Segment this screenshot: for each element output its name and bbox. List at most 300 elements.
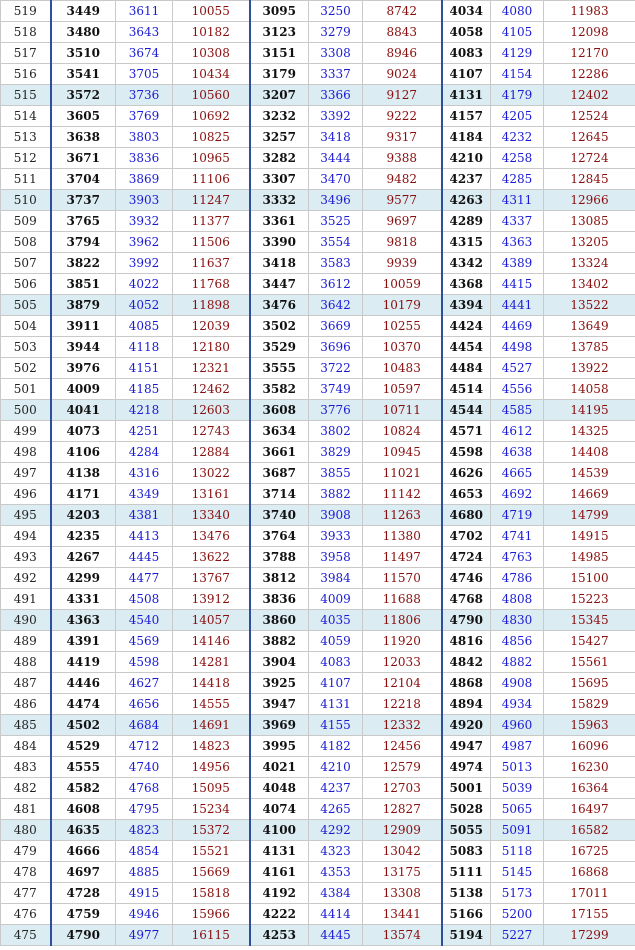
group3-red-cell: 14915 [544,526,635,547]
score-cell: 488 [1,652,51,673]
group3-red-cell: 14985 [544,547,635,568]
score-cell: 510 [1,190,51,211]
group3-red-cell: 12724 [544,148,635,169]
group3-red-cell: 14539 [544,463,635,484]
group2-black-cell: 3390 [250,232,309,253]
group1-red-cell: 10965 [173,148,250,169]
table-row [1,568,635,589]
group3-blue-cell: 4105 [491,22,544,43]
group1-black-cell: 3765 [51,211,116,232]
group3-blue-cell: 4179 [491,85,544,106]
group3-black-cell: 4790 [442,610,491,631]
group1-black-cell: 3822 [51,253,116,274]
group2-black-cell: 3661 [250,442,309,463]
group1-black-cell: 4759 [51,904,116,925]
group1-red-cell: 15234 [173,799,250,820]
score-cell: 481 [1,799,51,820]
group2-red-cell: 11806 [363,610,442,631]
group2-black-cell: 4222 [250,904,309,925]
group2-red-cell: 10059 [363,274,442,295]
group1-black-cell: 3944 [51,337,116,358]
group2-blue-cell: 3279 [309,22,363,43]
group1-blue-cell: 3932 [116,211,173,232]
group3-black-cell: 5083 [442,841,491,862]
group3-blue-cell: 4232 [491,127,544,148]
group2-black-cell: 3836 [250,589,309,610]
group3-black-cell: 4263 [442,190,491,211]
table-row [1,274,635,295]
group2-blue-cell: 4035 [309,610,363,631]
group3-blue-cell: 4987 [491,736,544,757]
group1-red-cell: 14956 [173,757,250,778]
group3-red-cell: 13205 [544,232,635,253]
group3-black-cell: 4157 [442,106,491,127]
group1-red-cell: 13476 [173,526,250,547]
group3-red-cell: 17011 [544,883,635,904]
group3-red-cell: 16230 [544,757,635,778]
group1-blue-cell: 4946 [116,904,173,925]
score-cell: 486 [1,694,51,715]
group2-blue-cell: 4237 [309,778,363,799]
group2-blue-cell: 3882 [309,484,363,505]
group3-blue-cell: 4856 [491,631,544,652]
group1-black-cell: 4474 [51,694,116,715]
group2-red-cell: 10597 [363,379,442,400]
group1-black-cell: 4582 [51,778,116,799]
group3-blue-cell: 4830 [491,610,544,631]
group2-black-cell: 4253 [250,925,309,946]
group1-black-cell: 3794 [51,232,116,253]
group2-red-cell: 12827 [363,799,442,820]
group2-blue-cell: 4009 [309,589,363,610]
group1-black-cell: 4331 [51,589,116,610]
group3-black-cell: 4868 [442,673,491,694]
group2-red-cell: 9317 [363,127,442,148]
group2-black-cell: 3095 [250,1,309,22]
group2-red-cell: 13574 [363,925,442,946]
group2-black-cell: 3502 [250,316,309,337]
group1-blue-cell: 4656 [116,694,173,715]
table-row [1,799,635,820]
group1-blue-cell: 4768 [116,778,173,799]
group2-red-cell: 11142 [363,484,442,505]
group1-black-cell: 4608 [51,799,116,820]
group2-black-cell: 3418 [250,253,309,274]
group3-red-cell: 15223 [544,589,635,610]
group1-blue-cell: 4218 [116,400,173,421]
group1-red-cell: 11106 [173,169,250,190]
group2-red-cell: 10483 [363,358,442,379]
group3-blue-cell: 4908 [491,673,544,694]
table-row [1,442,635,463]
group3-black-cell: 5001 [442,778,491,799]
group1-black-cell: 4697 [51,862,116,883]
group1-red-cell: 13340 [173,505,250,526]
group2-blue-cell: 3525 [309,211,363,232]
group3-black-cell: 4724 [442,547,491,568]
group1-black-cell: 4299 [51,568,116,589]
group2-red-cell: 12033 [363,652,442,673]
group3-blue-cell: 4638 [491,442,544,463]
group2-blue-cell: 3933 [309,526,363,547]
group1-red-cell: 11898 [173,295,250,316]
group3-black-cell: 4289 [442,211,491,232]
group1-blue-cell: 4284 [116,442,173,463]
group1-blue-cell: 4684 [116,715,173,736]
group2-red-cell: 11263 [363,505,442,526]
group1-blue-cell: 4381 [116,505,173,526]
group2-black-cell: 3634 [250,421,309,442]
group1-red-cell: 12462 [173,379,250,400]
group3-blue-cell: 4389 [491,253,544,274]
group2-red-cell: 9127 [363,85,442,106]
group1-black-cell: 3976 [51,358,116,379]
group1-black-cell: 4138 [51,463,116,484]
group1-red-cell: 15521 [173,841,250,862]
group3-black-cell: 4653 [442,484,491,505]
group2-red-cell: 12909 [363,820,442,841]
group2-black-cell: 3969 [250,715,309,736]
score-cell: 496 [1,484,51,505]
group2-red-cell: 13175 [363,862,442,883]
group1-red-cell: 12743 [173,421,250,442]
group3-red-cell: 15561 [544,652,635,673]
table-row [1,337,635,358]
group2-black-cell: 3740 [250,505,309,526]
group2-blue-cell: 3908 [309,505,363,526]
group2-blue-cell: 4155 [309,715,363,736]
group2-red-cell: 12579 [363,757,442,778]
group1-blue-cell: 4185 [116,379,173,400]
table-row [1,85,635,106]
score-cell: 511 [1,169,51,190]
score-cell: 507 [1,253,51,274]
group2-blue-cell: 3392 [309,106,363,127]
group3-blue-cell: 4786 [491,568,544,589]
score-cell: 501 [1,379,51,400]
group3-blue-cell: 4556 [491,379,544,400]
score-cell: 483 [1,757,51,778]
table-row [1,169,635,190]
group1-blue-cell: 3705 [116,64,173,85]
score-cell: 490 [1,610,51,631]
group3-red-cell: 12170 [544,43,635,64]
group3-black-cell: 5138 [442,883,491,904]
group2-red-cell: 12456 [363,736,442,757]
group3-red-cell: 14799 [544,505,635,526]
group2-blue-cell: 4131 [309,694,363,715]
group2-red-cell: 8843 [363,22,442,43]
score-cell: 514 [1,106,51,127]
group1-red-cell: 15818 [173,883,250,904]
group3-blue-cell: 5091 [491,820,544,841]
group1-red-cell: 10825 [173,127,250,148]
score-cell: 497 [1,463,51,484]
group2-red-cell: 9697 [363,211,442,232]
group3-black-cell: 4107 [442,64,491,85]
group2-red-cell: 8946 [363,43,442,64]
group2-black-cell: 3151 [250,43,309,64]
score-cell: 489 [1,631,51,652]
table-row [1,631,635,652]
group2-red-cell: 10824 [363,421,442,442]
group3-blue-cell: 4585 [491,400,544,421]
group3-blue-cell: 5227 [491,925,544,946]
group3-black-cell: 4702 [442,526,491,547]
group1-red-cell: 14691 [173,715,250,736]
group2-blue-cell: 3554 [309,232,363,253]
group1-red-cell: 11377 [173,211,250,232]
group1-red-cell: 10182 [173,22,250,43]
group2-blue-cell: 4323 [309,841,363,862]
table-row [1,505,635,526]
group1-black-cell: 3605 [51,106,116,127]
score-cell: 487 [1,673,51,694]
score-cell: 492 [1,568,51,589]
group2-black-cell: 3947 [250,694,309,715]
group3-black-cell: 4484 [442,358,491,379]
group1-blue-cell: 4823 [116,820,173,841]
group2-red-cell: 11497 [363,547,442,568]
table-row [1,421,635,442]
group1-black-cell: 4790 [51,925,116,946]
group1-black-cell: 3879 [51,295,116,316]
group3-blue-cell: 4205 [491,106,544,127]
group1-blue-cell: 4316 [116,463,173,484]
group2-red-cell: 9939 [363,253,442,274]
group1-blue-cell: 3611 [116,1,173,22]
group3-black-cell: 4816 [442,631,491,652]
group2-black-cell: 3860 [250,610,309,631]
table-row [1,22,635,43]
group2-red-cell: 9024 [363,64,442,85]
group1-blue-cell: 4977 [116,925,173,946]
group1-red-cell: 13161 [173,484,250,505]
score-cell: 494 [1,526,51,547]
group1-blue-cell: 4251 [116,421,173,442]
group3-black-cell: 4680 [442,505,491,526]
group2-black-cell: 3555 [250,358,309,379]
group2-black-cell: 3447 [250,274,309,295]
table-body [1,1,635,946]
group1-blue-cell: 4915 [116,883,173,904]
group2-red-cell: 9818 [363,232,442,253]
group2-black-cell: 3812 [250,568,309,589]
group2-red-cell: 9577 [363,190,442,211]
group3-blue-cell: 4415 [491,274,544,295]
group2-blue-cell: 3696 [309,337,363,358]
score-cell: 491 [1,589,51,610]
group2-black-cell: 4131 [250,841,309,862]
group1-red-cell: 14057 [173,610,250,631]
group1-red-cell: 13767 [173,568,250,589]
table-row [1,652,635,673]
table-row [1,379,635,400]
group1-black-cell: 3737 [51,190,116,211]
group1-black-cell: 3572 [51,85,116,106]
score-cell: 519 [1,1,51,22]
group1-black-cell: 4635 [51,820,116,841]
table-row [1,358,635,379]
group2-blue-cell: 3444 [309,148,363,169]
group1-black-cell: 3671 [51,148,116,169]
group3-red-cell: 12845 [544,169,635,190]
group2-black-cell: 3207 [250,85,309,106]
score-cell: 516 [1,64,51,85]
group3-red-cell: 12524 [544,106,635,127]
group1-blue-cell: 3903 [116,190,173,211]
group3-red-cell: 15829 [544,694,635,715]
group2-black-cell: 3257 [250,127,309,148]
group2-blue-cell: 3308 [309,43,363,64]
group3-red-cell: 15100 [544,568,635,589]
table-row [1,589,635,610]
group1-blue-cell: 4540 [116,610,173,631]
group1-red-cell: 15669 [173,862,250,883]
group3-blue-cell: 4665 [491,463,544,484]
group3-red-cell: 16364 [544,778,635,799]
group1-black-cell: 4502 [51,715,116,736]
table-row [1,757,635,778]
group3-red-cell: 17155 [544,904,635,925]
group2-black-cell: 3714 [250,484,309,505]
group1-red-cell: 14555 [173,694,250,715]
group3-black-cell: 4210 [442,148,491,169]
table-row [1,820,635,841]
score-cell: 484 [1,736,51,757]
group3-red-cell: 16096 [544,736,635,757]
group2-blue-cell: 4353 [309,862,363,883]
score-cell: 515 [1,85,51,106]
group1-blue-cell: 3643 [116,22,173,43]
group3-blue-cell: 4258 [491,148,544,169]
group3-black-cell: 4394 [442,295,491,316]
group3-blue-cell: 4527 [491,358,544,379]
group1-black-cell: 4529 [51,736,116,757]
table-row [1,295,635,316]
group1-black-cell: 4419 [51,652,116,673]
group3-red-cell: 13522 [544,295,635,316]
group3-red-cell: 12966 [544,190,635,211]
group1-blue-cell: 4445 [116,547,173,568]
group3-blue-cell: 4612 [491,421,544,442]
group3-black-cell: 4598 [442,442,491,463]
group2-black-cell: 4100 [250,820,309,841]
score-cell: 498 [1,442,51,463]
group2-black-cell: 3882 [250,631,309,652]
group1-blue-cell: 4118 [116,337,173,358]
group2-blue-cell: 3496 [309,190,363,211]
group2-blue-cell: 4182 [309,736,363,757]
group3-blue-cell: 5173 [491,883,544,904]
group1-blue-cell: 3869 [116,169,173,190]
group1-blue-cell: 3962 [116,232,173,253]
group1-black-cell: 4391 [51,631,116,652]
group1-red-cell: 14418 [173,673,250,694]
group1-red-cell: 15372 [173,820,250,841]
group1-blue-cell: 4413 [116,526,173,547]
group2-red-cell: 13308 [363,883,442,904]
group2-blue-cell: 3984 [309,568,363,589]
table-row [1,253,635,274]
group1-red-cell: 11506 [173,232,250,253]
group3-black-cell: 5111 [442,862,491,883]
group2-blue-cell: 3642 [309,295,363,316]
group1-black-cell: 4446 [51,673,116,694]
group3-blue-cell: 5013 [491,757,544,778]
group1-red-cell: 13022 [173,463,250,484]
group1-blue-cell: 4085 [116,316,173,337]
group1-blue-cell: 4712 [116,736,173,757]
group1-red-cell: 13912 [173,589,250,610]
group3-red-cell: 13785 [544,337,635,358]
group3-red-cell: 16868 [544,862,635,883]
group2-black-cell: 3476 [250,295,309,316]
score-cell: 482 [1,778,51,799]
table-row [1,127,635,148]
group2-red-cell: 10711 [363,400,442,421]
group3-black-cell: 4571 [442,421,491,442]
group1-black-cell: 4203 [51,505,116,526]
group1-blue-cell: 4740 [116,757,173,778]
group2-red-cell: 10179 [363,295,442,316]
group1-blue-cell: 3836 [116,148,173,169]
group1-black-cell: 4666 [51,841,116,862]
group3-black-cell: 4894 [442,694,491,715]
group2-black-cell: 3608 [250,400,309,421]
group1-blue-cell: 4477 [116,568,173,589]
group2-blue-cell: 3583 [309,253,363,274]
group3-black-cell: 4842 [442,652,491,673]
table-row [1,841,635,862]
group3-black-cell: 4514 [442,379,491,400]
group1-red-cell: 14281 [173,652,250,673]
group3-black-cell: 4424 [442,316,491,337]
group3-black-cell: 4768 [442,589,491,610]
score-cell: 485 [1,715,51,736]
group3-black-cell: 4368 [442,274,491,295]
group2-black-cell: 3582 [250,379,309,400]
table-row [1,673,635,694]
group3-black-cell: 4315 [442,232,491,253]
group3-black-cell: 4342 [442,253,491,274]
group1-red-cell: 14823 [173,736,250,757]
group3-blue-cell: 4692 [491,484,544,505]
group1-blue-cell: 3769 [116,106,173,127]
group1-blue-cell: 4795 [116,799,173,820]
score-cell: 475 [1,925,51,946]
group3-black-cell: 4131 [442,85,491,106]
table-row [1,64,635,85]
group3-black-cell: 5055 [442,820,491,841]
group2-blue-cell: 3669 [309,316,363,337]
group2-black-cell: 4192 [250,883,309,904]
group2-black-cell: 3904 [250,652,309,673]
group1-black-cell: 4235 [51,526,116,547]
group2-black-cell: 4021 [250,757,309,778]
group2-black-cell: 3764 [250,526,309,547]
group2-blue-cell: 4414 [309,904,363,925]
group1-red-cell: 13622 [173,547,250,568]
group3-blue-cell: 5200 [491,904,544,925]
group3-red-cell: 13324 [544,253,635,274]
group1-red-cell: 15966 [173,904,250,925]
group1-red-cell: 12039 [173,316,250,337]
score-cell: 500 [1,400,51,421]
group3-red-cell: 14408 [544,442,635,463]
table-row [1,43,635,64]
group2-red-cell: 10370 [363,337,442,358]
